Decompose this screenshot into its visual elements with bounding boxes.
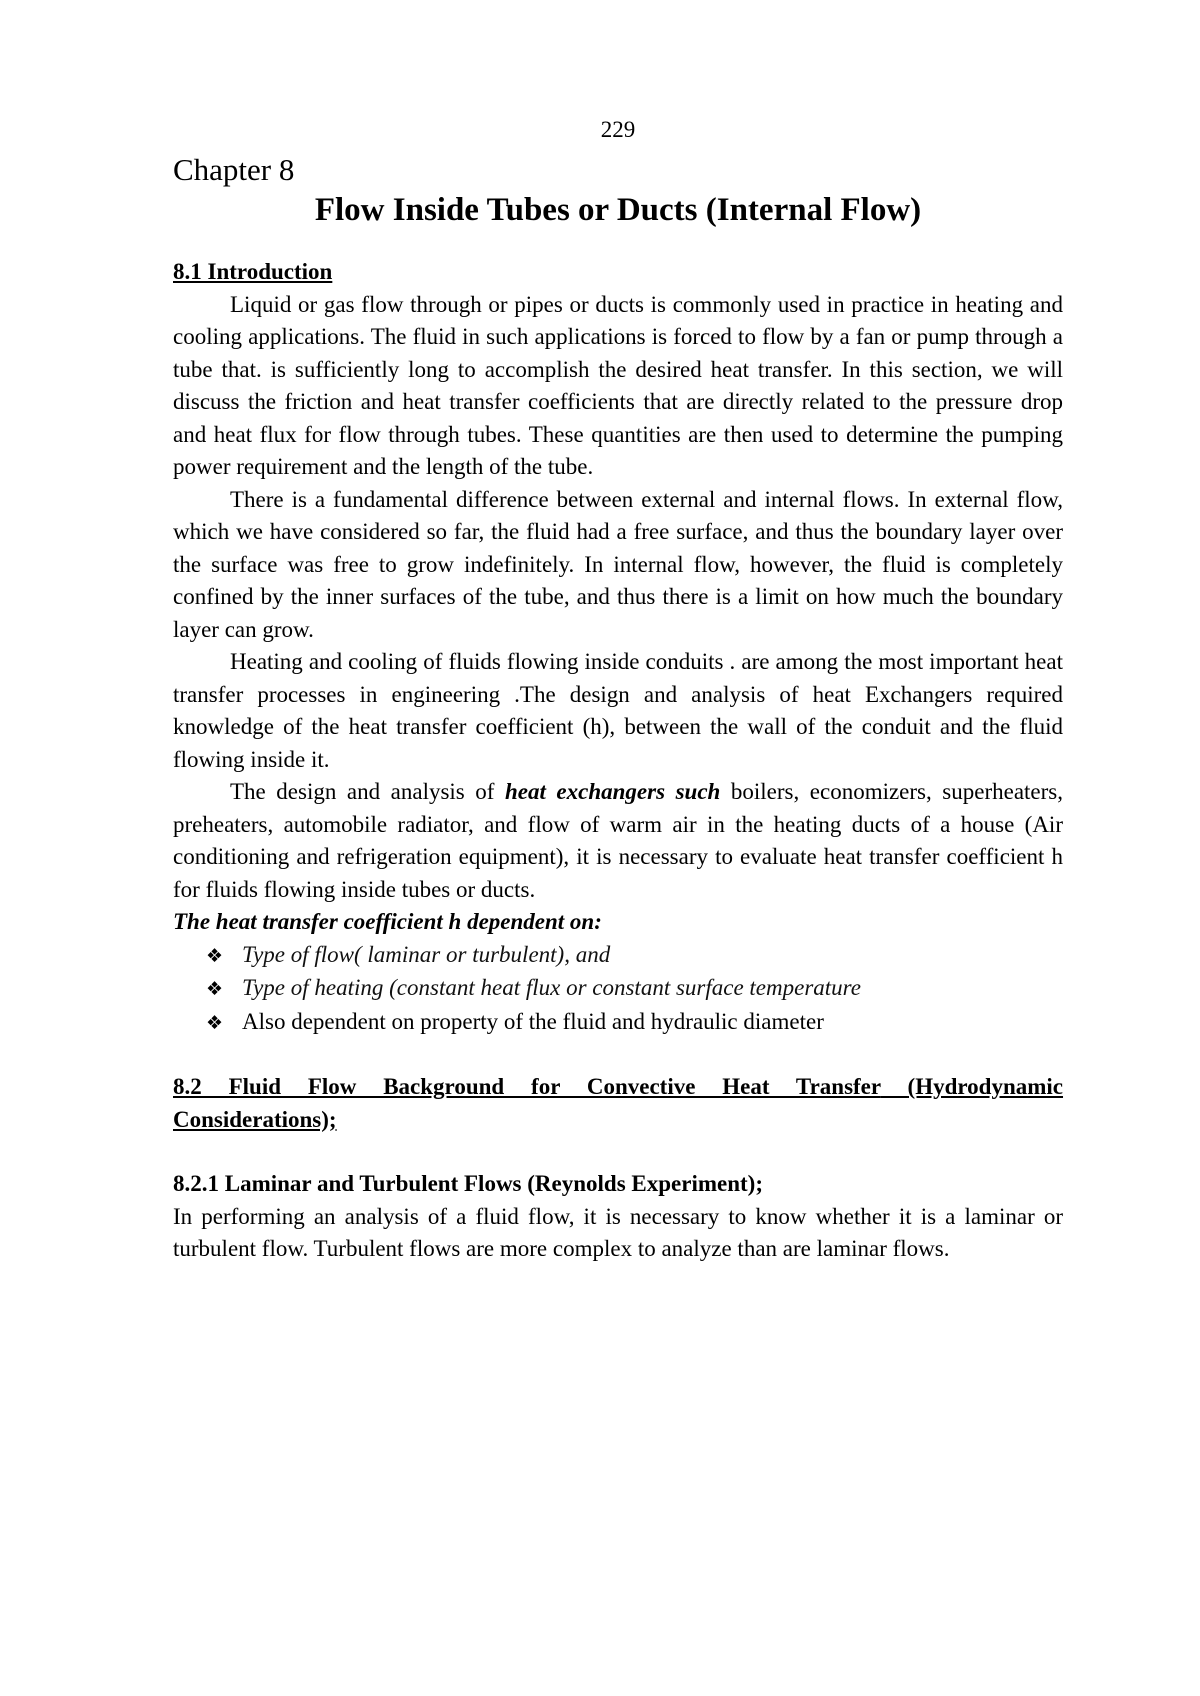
chapter-label: Chapter 8: [173, 152, 295, 187]
list-item-text: Type of heating (constant heat flux or constant surface temperature: [242, 975, 861, 1000]
para4-text-before: The design and analysis of: [230, 779, 505, 804]
list-item-text: Type of flow( laminar or turbulent), and: [242, 941, 611, 967]
laminar-turbulent-paragraph: In performing an analysis of a fluid flow, it is necessary to know whether it is a laminar or turbulent flow. Turbulent flows are more complex to analyze than are laminar flows.: [173, 1203, 1063, 1261]
section-heading-8-2-line1: 8.2 Fluid Flow Background for Convective Heat Transfer: [173, 1074, 881, 1099]
list-item: [206, 939, 1063, 973]
section-heading-8-2: [173, 1071, 1063, 1136]
diamond-bullet-icon: ❖: [206, 978, 224, 1000]
chapter-title: Flow Inside Tubes or Ducts (Internal Flow): [314, 192, 922, 228]
section-heading-8-2-line2: (Hydrodynamic Considerations);: [173, 1074, 1064, 1132]
list-item: [206, 972, 1063, 1006]
intro-paragraph-4: [173, 776, 1063, 906]
para4-emphasis: heat exchangers such: [505, 779, 721, 804]
intro-paragraph-1: Liquid or gas flow through or pipes or ducts is commonly used in practice in heating and cooling applications. The fluid in such applications is forced to flow by a fan or pump through a tube that. is sufficiently long to accomplish the desired heat transfer. In this section, we will discuss the friction and heat transfer coefficients that are directly related to the pressure drop and heat flux for flow through tubes. These quantities are then used to determine the pumping power requirement and the length of the tube.: [173, 291, 1063, 479]
intro-paragraph-2: There is a fundamental difference between external and internal flows. In external flow, which we have considered so far, the fluid had a free surface, and thus the boundary layer over the surface was free to grow indefinitely. In internal flow, however, the fluid is completely confined by the inner surfaces of the tube, and thus there is a limit on how much the boundary layer can grow.: [173, 486, 1063, 642]
para4-text-after: boilers, economizers, superheaters, preheaters, automobile radiator, and flow of warm air in the heating ducts of a house (Air conditioning and refrigeration equipment), it is necessary to evaluate heat transfer coefficient h for fluids flowing inside tubes or ducts.: [173, 779, 1063, 902]
dependence-list: [173, 939, 1063, 1040]
subsection-heading-8-2-1: 8.2.1 Laminar and Turbulent Flows (Reynolds Experiment);: [173, 1171, 763, 1196]
dependence-heading: The heat transfer coefficient h dependent on:: [173, 909, 602, 934]
diamond-bullet-icon: ❖: [206, 944, 224, 967]
section-heading-8-1: 8.1 Introduction: [173, 259, 333, 284]
intro-paragraph-3: Heating and cooling of fluids flowing inside conduits . are among the most important heat transfer processes in engineering .The design and analysis of heat Exchangers required knowledge of the heat transfer coefficient (h), between the wall of the conduit and the fluid flowing inside it.: [173, 649, 1063, 772]
page-content: [173, 116, 1063, 1266]
page-number: 229: [600, 117, 636, 142]
list-item-text: Also dependent on property of the fluid and hydraulic diameter: [242, 1008, 824, 1034]
diamond-bullet-icon: ❖: [206, 1011, 224, 1034]
list-item: [206, 1006, 1063, 1040]
